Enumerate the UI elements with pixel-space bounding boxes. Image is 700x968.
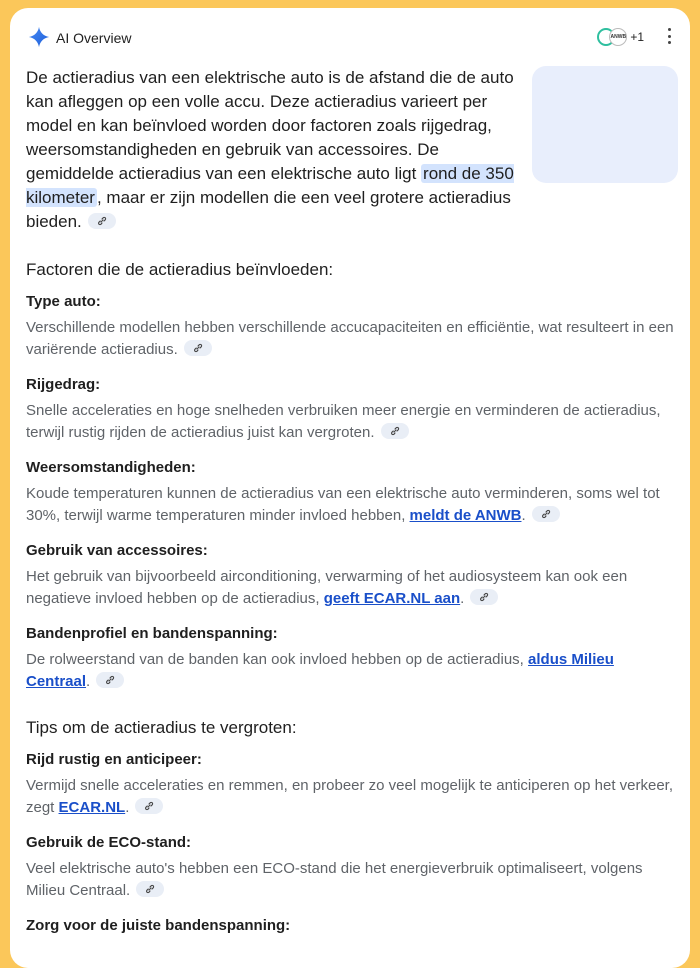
gemini-sparkle-icon xyxy=(28,26,50,48)
source-link-icon[interactable] xyxy=(88,213,116,229)
factor-text: De rolweerstand van de banden kan ook invloed hebben op de actieradius, aldus Milieu Centraal. xyxy=(26,651,614,690)
factor-text: Het gebruik van bijvoorbeeld airconditioning, verwarming of het audiosysteem kan ook een negatieve invloed hebben op de actieradius, geeft ECAR.NL aan. xyxy=(26,568,628,607)
source-link-icon[interactable] xyxy=(184,340,212,356)
factor-text: Koude temperaturen kunnen de actieradius van een elektrische auto verminderen, soms wel tot 30%, terwijl warme temperaturen minder invloed hebben, meldt de ANWB. xyxy=(26,485,660,524)
source-link-icon[interactable] xyxy=(96,672,124,688)
ecar-nl-link[interactable]: ECAR.NL xyxy=(58,799,126,816)
ecar-link[interactable]: geeft ECAR.NL aan xyxy=(323,590,461,607)
source-link-icon[interactable] xyxy=(470,589,498,605)
tip-text: Vermijd snelle acceleraties en remmen, en probeer zo veel mogelijk te anticiperen op het verkeer, zegt ECAR.NL. xyxy=(26,777,674,816)
highlighted-answer: rond de 350 kilometer xyxy=(26,164,514,207)
more-options-icon[interactable] xyxy=(668,28,672,44)
anwb-favicon-icon: ANWB xyxy=(609,28,627,46)
factor-title: Weersomstandigheden: xyxy=(26,459,196,476)
factor-text: Verschillende modellen hebben verschillende accucapaciteiten en efficiëntie, wat resulteert in een variërende actieradius. xyxy=(26,319,674,358)
factor-title: Gebruik van accessoires: xyxy=(26,542,208,559)
source-link-icon[interactable] xyxy=(381,423,409,439)
card-header xyxy=(10,8,690,68)
intro-paragraph: De actieradius van een elektrische auto is de afstand die de auto kan afleggen op een volle accu. Deze actieradius varieert per model en kan beïnvloed worden door factoren zoals rijgedrag, weersomstandigheden en gebruik van accessoires. De gemiddelde actieradius van een elektrische auto ligt rond de 350 kilometer , maar er zijn modellen die een veel grotere actieradius bieden. xyxy=(26,68,514,231)
factor-title: Type auto: xyxy=(26,293,101,310)
tip-title: Zorg voor de juiste bandenspanning: xyxy=(26,917,291,934)
factors-heading: Factoren die de actieradius beïnvloeden: xyxy=(26,260,334,279)
milieu-centraal-link[interactable]: aldus Milieu Centraal xyxy=(26,651,614,690)
sources-more-count: +1 xyxy=(630,30,644,44)
source-link-icon[interactable] xyxy=(135,798,163,814)
tip-title: Gebruik de ECO-stand: xyxy=(26,834,192,851)
source-link-icon[interactable] xyxy=(532,506,560,522)
ai-overview-card xyxy=(10,8,690,968)
sources-button[interactable] xyxy=(597,28,644,46)
ai-overview-title: AI Overview xyxy=(56,30,132,46)
factor-text: Snelle acceleraties en hoge snelheden verbruiken meer energie en verminderen de actieradius, terwijl rustig rijden de actieradius juist kan vergroten. xyxy=(26,402,661,441)
tip-title: Rijd rustig en anticipeer: xyxy=(26,751,202,768)
overview-content xyxy=(26,66,676,936)
source-link-icon[interactable] xyxy=(136,881,164,897)
factor-title: Bandenprofiel en bandenspanning: xyxy=(26,625,278,642)
factor-title: Rijgedrag: xyxy=(26,376,101,393)
anwb-link[interactable]: meldt de ANWB xyxy=(409,507,522,524)
tip-text: Veel elektrische auto's hebben een ECO-stand die het energieverbruik optimaliseert, volgens Milieu Centraal. xyxy=(26,860,643,899)
tips-heading: Tips om de actieradius te vergroten: xyxy=(26,718,297,737)
